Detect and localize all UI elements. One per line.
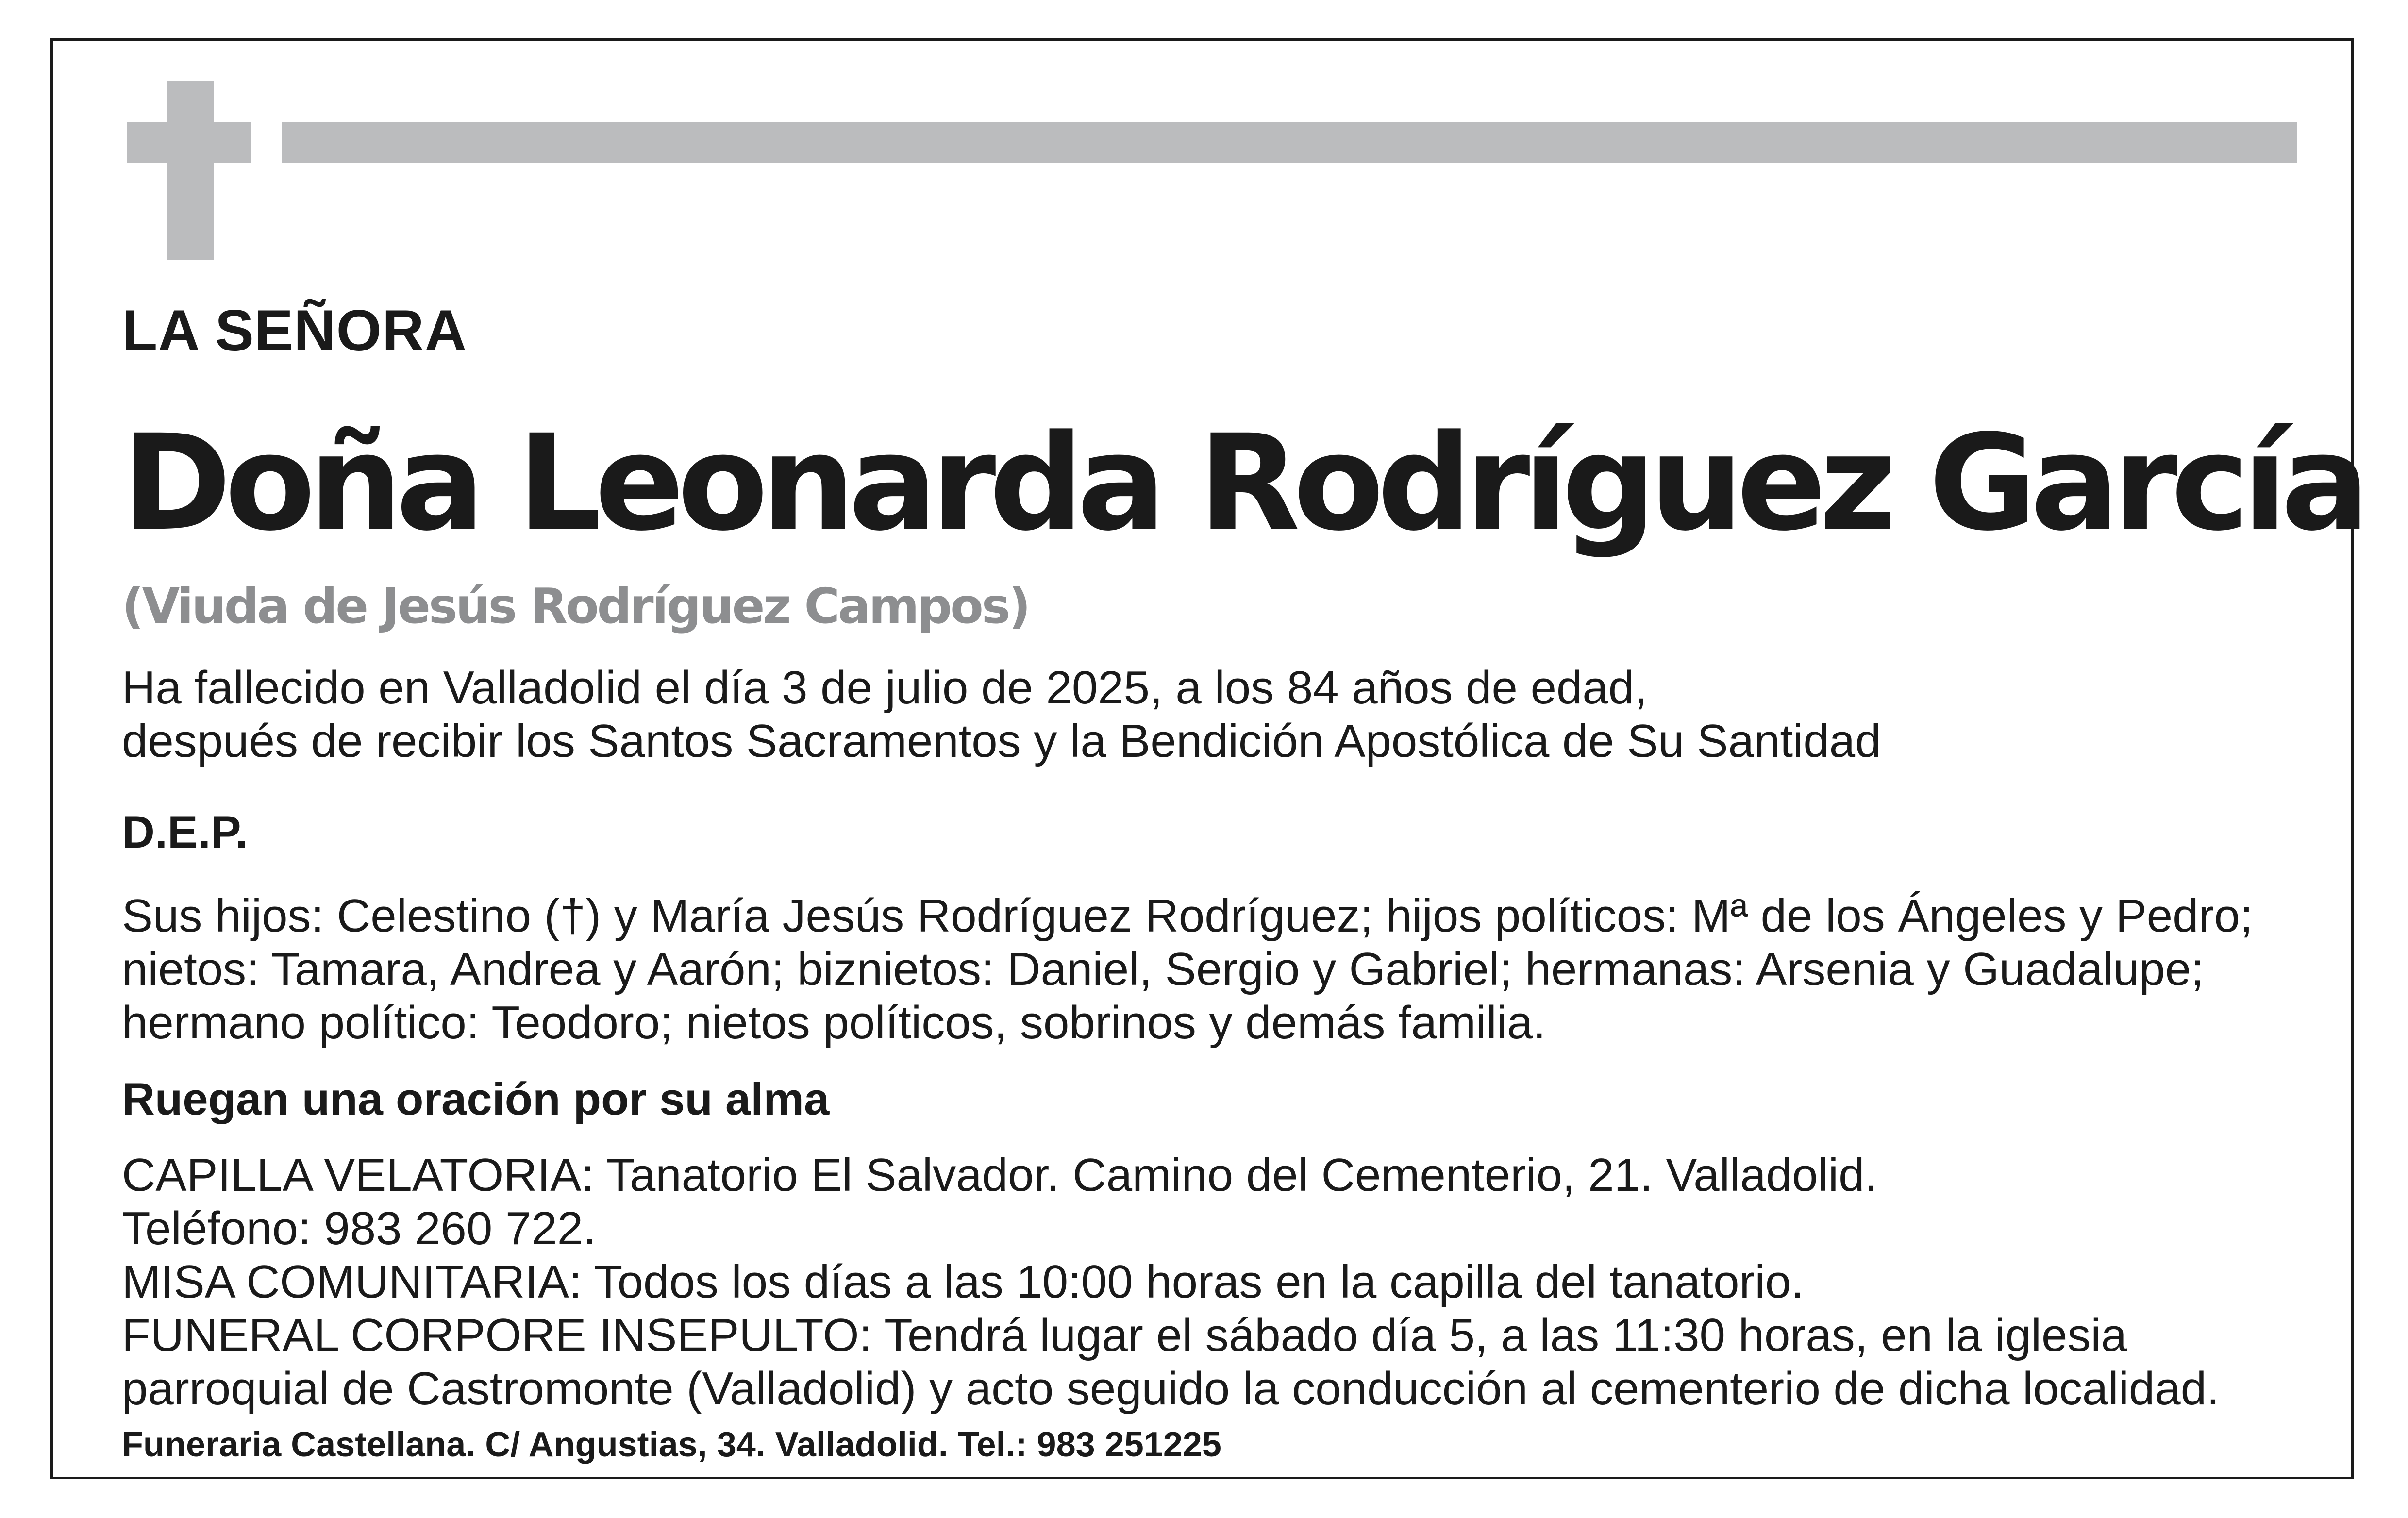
- deceased-name: Doña Leonarda Rodríguez García: [122, 407, 2363, 560]
- death-paragraph: [122, 661, 1881, 768]
- service-line: CAPILLA VELATORIA: Tanatorio El Salvador. Camino del Cementerio, 21. Valladolid.: [122, 1149, 1878, 1201]
- header-rule: [282, 122, 2297, 163]
- service-line: MISA COMUNITARIA: Todos los días a las 10:00 horas en la capilla del tanatorio.: [122, 1256, 1804, 1308]
- cross-horizontal-bar: [127, 122, 251, 163]
- service-line: Teléfono: 983 260 722.: [122, 1202, 596, 1254]
- prayer-heading: Ruegan una oración por su alma: [122, 1073, 830, 1124]
- lead-title: LA SEÑORA: [122, 298, 468, 363]
- death-line: después de recibir los Santos Sacramentos y la Bendición Apostólica de Su Santidad: [122, 715, 1881, 767]
- family-line: nietos: Tamara, Andrea y Aarón; biznietos: Daniel, Sergio y Gabriel; hermanas: Arsenia y Guadalupe;: [122, 943, 2204, 995]
- family-paragraph: [122, 889, 2253, 1050]
- widow-note: (Viuda de Jesús Rodríguez Campos): [122, 578, 1029, 634]
- service-line: FUNERAL CORPORE INSEPULTO: Tendrá lugar el sábado día 5, a las 11:30 horas, en la iglesia: [122, 1309, 2127, 1361]
- family-line: hermano político: Teodoro; nietos políticos, sobrinos y demás familia.: [122, 997, 1546, 1049]
- cross-vertical-bar: [167, 81, 214, 260]
- death-line: Ha fallecido en Valladolid el día 3 de julio de 2025, a los 84 años de edad,: [122, 662, 1647, 714]
- services-paragraph: [122, 1149, 2220, 1416]
- service-line: parroquial de Castromonte (Valladolid) y acto seguido la conducción al cementerio de dicha localidad.: [122, 1363, 2220, 1415]
- funeral-home-footer: Funeraria Castellana. C/ Angustias, 34. Valladolid. Tel.: 983 251225: [122, 1425, 1221, 1464]
- family-line: Sus hijos: Celestino (†) y María Jesús Rodríguez Rodríguez; hijos políticos: Mª de los Ángeles y Pedro;: [122, 890, 2253, 942]
- dep-heading: D.E.P.: [122, 806, 248, 857]
